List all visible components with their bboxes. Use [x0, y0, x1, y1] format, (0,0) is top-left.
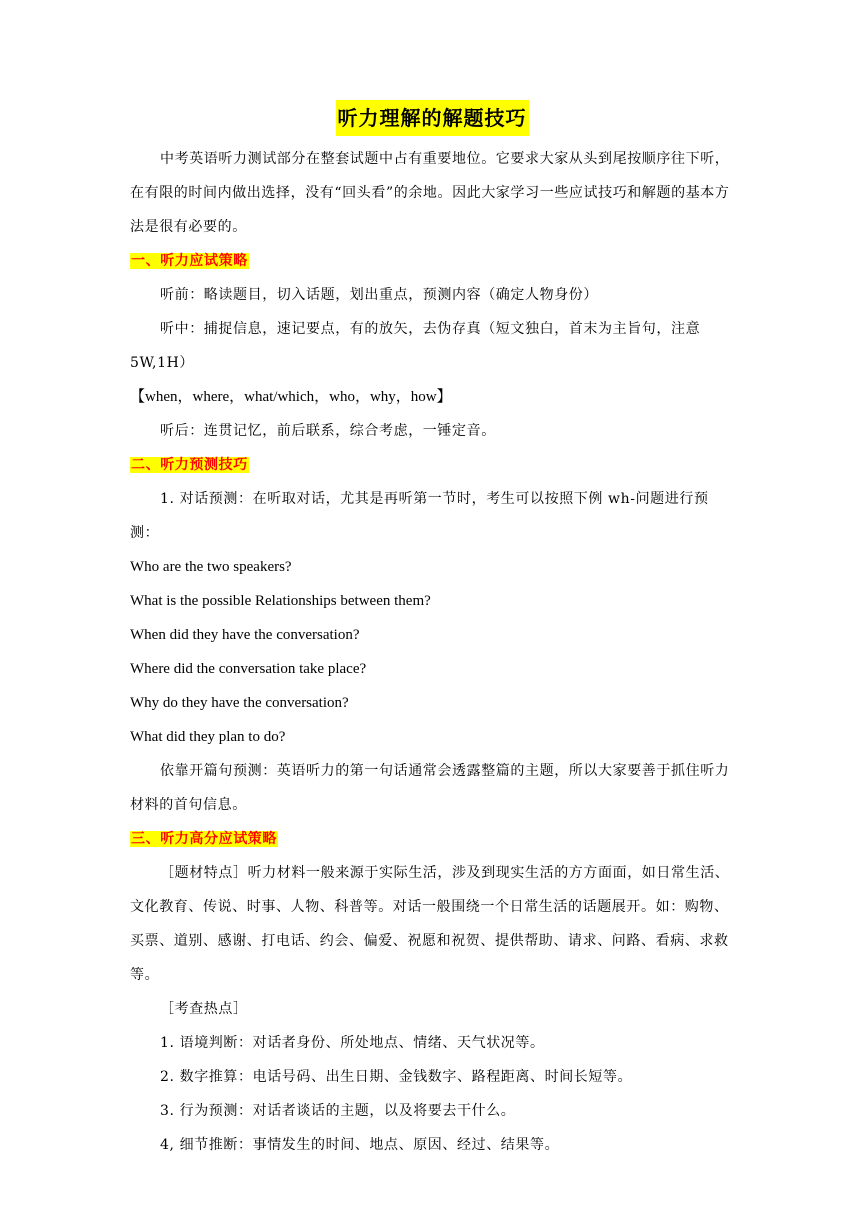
- section2-opening: 依靠开篇句预测：英语听力的第一句话通常会透露整篇的主题，所以大家要善于抓住听力材料的首句信息。: [130, 763, 730, 813]
- question-line: Where did the conversation take place?: [130, 661, 367, 677]
- section2-heading-text: 二、听力预测技巧: [131, 457, 248, 473]
- section2-heading: [130, 448, 734, 482]
- hotspot-item: 2. 数字推算：电话号码、出生日期、金钱数字、路程距离、时间长短等。: [160, 1069, 633, 1085]
- section3-hotspots-label: ［考查热点］: [160, 1001, 248, 1017]
- question-line: Why do they have the conversation?: [130, 695, 349, 711]
- section1-during: 听中：捕捉信息，速记要点，有的放矢，去伪存真（短文独白，首末为主旨句，注意 5W,1H）: [130, 321, 701, 371]
- page-title: 听力理解的解题技巧: [336, 100, 529, 136]
- title-wrap: [130, 100, 734, 136]
- question-line: Who are the two speakers?: [130, 559, 292, 575]
- hotspot-item: 1. 语境判断：对话者身份、所处地点、情绪、天气状况等。: [160, 1035, 545, 1051]
- section1-wh-words: 【when，where，what/which，who，why，how】: [130, 389, 452, 405]
- question-line: What is the possible Relationships between them?: [130, 593, 431, 609]
- intro-paragraph: 中考英语听力测试部分在整套试题中占有重要地位。它要求大家从头到尾按顺序往下听，在有限的时间内做出选择，没有“回头看”的余地。因此大家学习一些应试技巧和解题的基本方法是很有必要的。: [130, 151, 730, 235]
- section3-heading-text: 三、听力高分应试策略: [131, 831, 277, 847]
- question-line: What did they plan to do?: [130, 729, 286, 745]
- section1-before: 听前：略读题目，切入话题，划出重点，预测内容（确定人物身份）: [160, 287, 598, 303]
- section1-heading-text: 一、听力应试策略: [131, 253, 248, 269]
- section2-item1: 1. 对话预测：在听取对话，尤其是再听第一节时，考生可以按照下例 wh-问题进行预测：: [130, 491, 709, 541]
- hotspot-item: 4, 细节推断：事情发生的时间、地点、原因、经过、结果等。: [160, 1137, 560, 1153]
- section3-heading: [130, 822, 734, 856]
- section1-after: 听后：连贯记忆，前后联系，综合考虑，一锤定音。: [160, 423, 496, 439]
- hotspot-item: 3. 行为预测：对话者谈话的主题，以及将要去干什么。: [160, 1103, 516, 1119]
- section3-material: ［题材特点］听力材料一般来源于实际生活，涉及到现实生活的方方面面，如日常生活、文化教育、传说、时事、人物、科普等。对话一般围绕一个日常生活的话题展开。如：购物、买票、道别、感谢、打电话、约会、偏爱、祝愿和祝贺、提供帮助、请求、问路、看病、求救等。: [130, 865, 730, 983]
- question-line: When did they have the conversation?: [130, 627, 360, 643]
- section1-heading: [130, 244, 734, 278]
